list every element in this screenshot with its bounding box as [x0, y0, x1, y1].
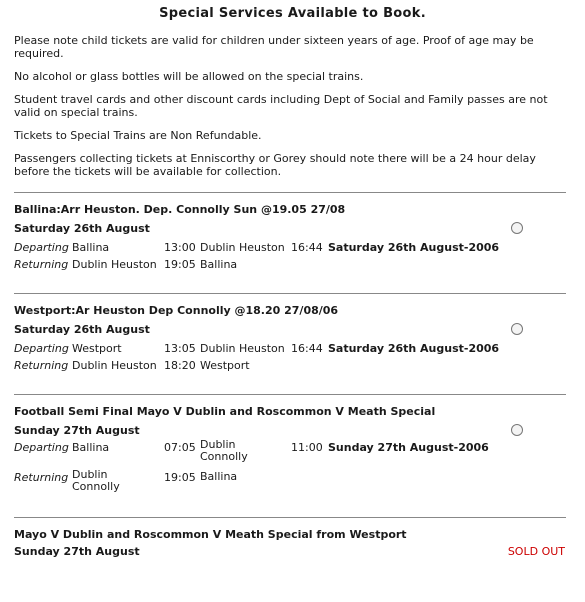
note-collection-delay: Passengers collecting tickets at Enniscorthy or Gorey should note there will be a 24 hour delay before the tickets will be available for collection.	[14, 152, 536, 178]
departing-time: 13:05	[164, 342, 196, 355]
divider	[14, 517, 566, 518]
departing-label: Departing	[14, 241, 69, 254]
departing-row	[14, 342, 571, 359]
departing-row	[14, 241, 571, 258]
note-alcohol: No alcohol or glass bottles will be allowed on the special trains.	[14, 70, 364, 83]
returning-to: Westport	[200, 359, 250, 372]
booking-notes	[0, 34, 584, 178]
arrival-date: Sunday 27th August-2006	[328, 441, 489, 454]
departing-row	[14, 439, 571, 467]
departing-time: 13:00	[164, 241, 196, 254]
arrival-time: 11:00	[291, 441, 323, 454]
returning-row	[14, 258, 571, 275]
select-service-radio[interactable]	[511, 323, 523, 335]
departing-from: Ballina	[72, 241, 110, 254]
returning-from	[72, 469, 120, 493]
divider	[14, 293, 566, 294]
departing-from: Ballina	[72, 441, 110, 454]
select-service-radio[interactable]	[511, 424, 523, 436]
divider	[14, 192, 566, 193]
service-title: Ballina:Arr Heuston. Dep. Connolly Sun @19.05 27/08	[14, 203, 346, 216]
service-football-semi-final	[0, 405, 585, 497]
service-westport	[0, 304, 585, 376]
returning-from: Dublin Heuston	[72, 359, 157, 372]
departing-from: Westport	[72, 342, 122, 355]
service-title: Westport:Ar Heuston Dep Connolly @18.20 27/08/06	[14, 304, 339, 317]
returning-to: Ballina	[200, 470, 238, 483]
arrival-station-line1: Dublin	[200, 438, 236, 451]
select-service-radio[interactable]	[511, 222, 523, 234]
returning-from: Dublin Heuston	[72, 258, 157, 271]
service-westport-semi-final	[0, 528, 585, 558]
returning-from-line2: Connolly	[72, 480, 120, 493]
departing-label: Departing	[14, 441, 69, 454]
divider	[14, 394, 566, 395]
departing-time: 07:05	[164, 441, 196, 454]
arrival-time: 16:44	[291, 342, 323, 355]
page-title: Special Services Available to Book.	[159, 6, 426, 21]
service-date: Saturday 26th August	[14, 323, 150, 336]
returning-time: 18:20	[164, 359, 196, 372]
departing-label: Departing	[14, 342, 69, 355]
note-discount-cards: Student travel cards and other discount cards including Dept of Social and Family passes are not valid on special trains.	[14, 93, 548, 119]
returning-label: Returning	[14, 471, 69, 484]
service-title: Mayo V Dublin and Roscommon V Meath Special from Westport	[14, 528, 407, 541]
returning-time: 19:05	[164, 471, 196, 484]
returning-row	[14, 469, 571, 497]
service-ballina	[0, 203, 585, 275]
note-child-tickets: Please note child tickets are valid for children under sixteen years of age. Proof of age may be required.	[14, 34, 534, 60]
arrival-date: Saturday 26th August-2006	[328, 241, 500, 254]
returning-to: Ballina	[200, 258, 238, 271]
returning-label: Returning	[14, 359, 69, 372]
arrival-station: Dublin Heuston	[200, 241, 285, 254]
returning-row	[14, 359, 571, 376]
returning-time: 19:05	[164, 258, 196, 271]
arrival-station	[200, 439, 248, 463]
service-date: Sunday 27th August	[14, 424, 140, 437]
note-non-refundable: Tickets to Special Trains are Non Refundable.	[14, 129, 262, 142]
arrival-station: Dublin Heuston	[200, 342, 285, 355]
sold-out-badge: SOLD OUT	[507, 545, 565, 558]
service-title: Football Semi Final Mayo V Dublin and Roscommon V Meath Special	[14, 405, 436, 418]
returning-from-line1: Dublin	[72, 468, 108, 481]
arrival-station-line2: Connolly	[200, 450, 248, 463]
returning-label: Returning	[14, 258, 69, 271]
service-date: Sunday 27th August	[14, 545, 140, 558]
arrival-date: Saturday 26th August-2006	[328, 342, 500, 355]
service-date: Saturday 26th August	[14, 222, 150, 235]
arrival-time: 16:44	[291, 241, 323, 254]
